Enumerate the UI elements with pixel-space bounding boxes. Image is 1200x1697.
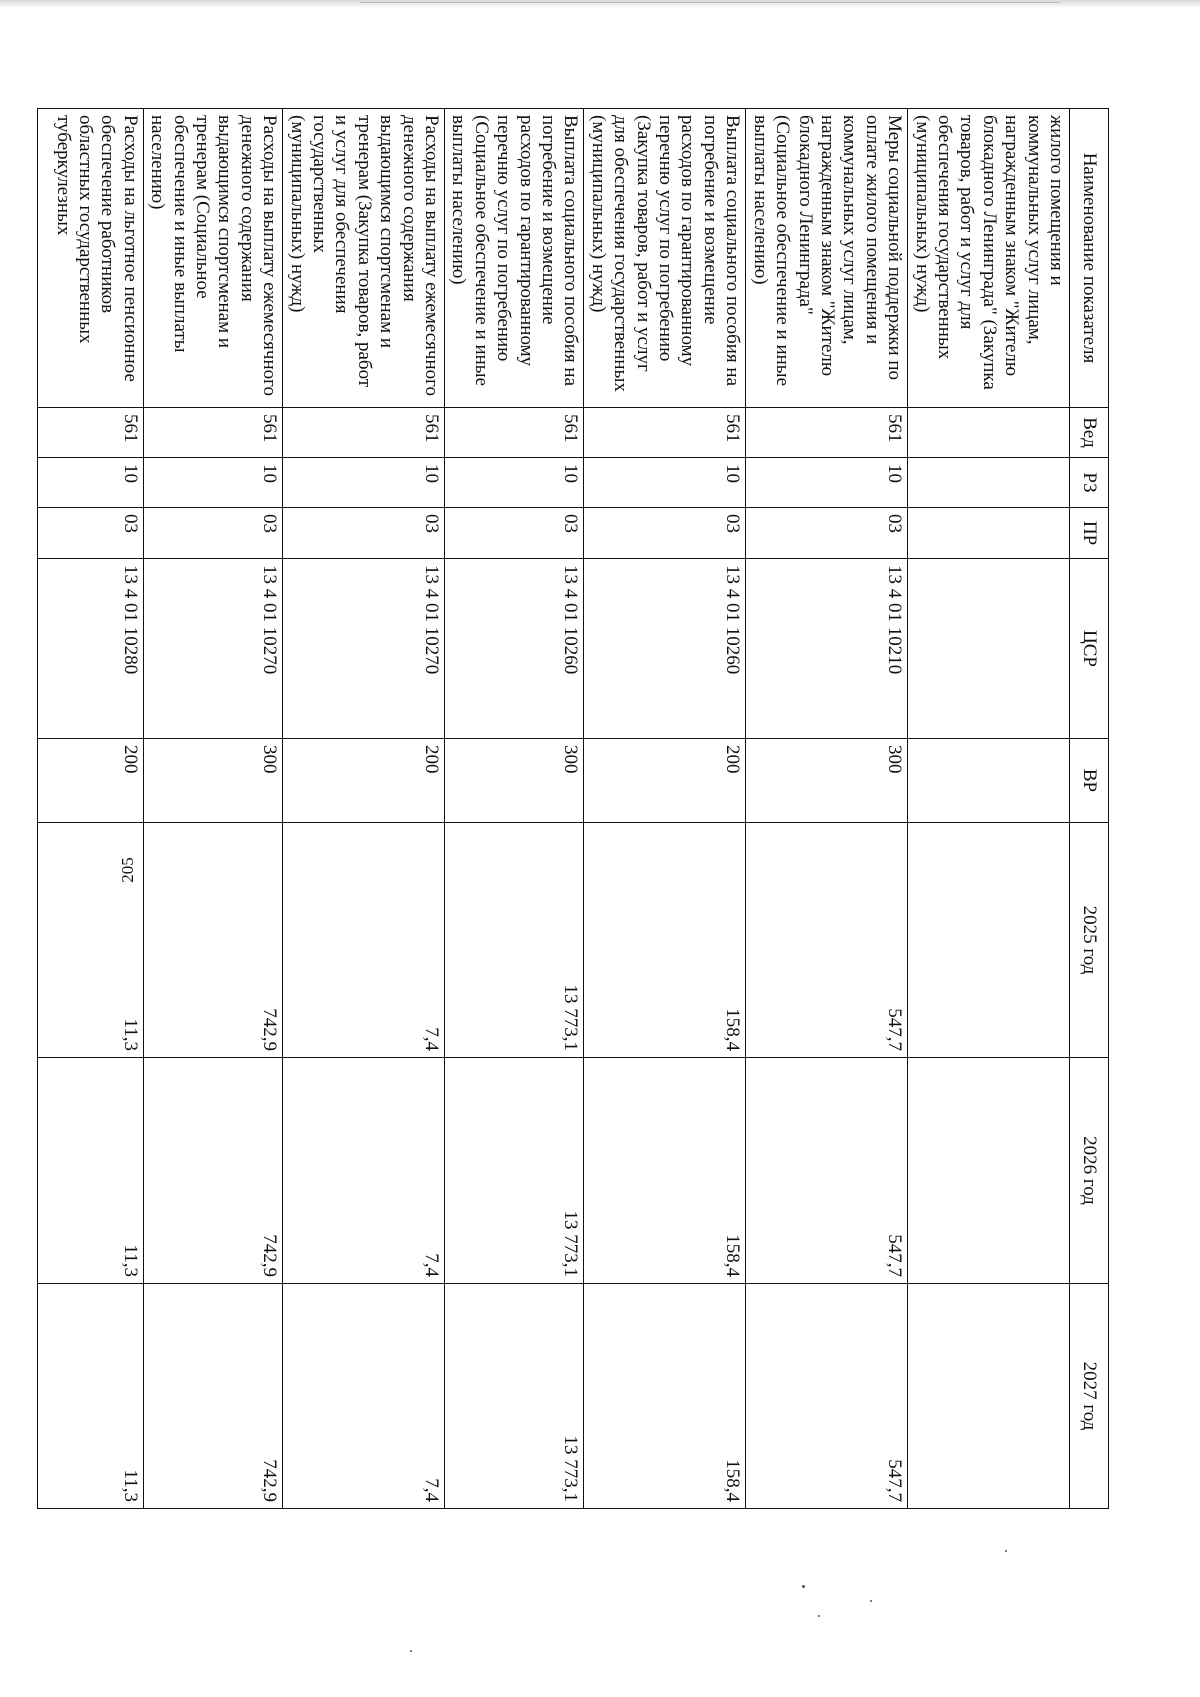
table-row (143, 109, 282, 1509)
row-vr: 200 (584, 739, 746, 823)
row-vr (908, 739, 1070, 823)
row-ved: 561 (283, 408, 445, 458)
row-ved: 561 (445, 408, 584, 458)
scan-speck (870, 1600, 872, 1602)
header-rz: РЗ (1070, 458, 1109, 508)
table-row (908, 109, 1070, 1509)
row-2025: 742,9 (143, 823, 282, 1058)
row-2026: 547,7 (746, 1058, 908, 1284)
row-vr: 300 (143, 739, 282, 823)
row-2025: 158,4 (584, 823, 746, 1058)
row-ved: 561 (584, 408, 746, 458)
row-2027: 7,4 (283, 1284, 445, 1509)
row-pr: 03 (143, 508, 282, 559)
row-csr (908, 559, 1070, 739)
row-name: Меры социальной поддержки по оплате жилого помещения и коммунальных услуг лицам, награжденным знаком "Жителю блокадного Ленинграда" (Социальное обеспечение и иные выплаты населению) (746, 109, 908, 408)
row-2026: 742,9 (143, 1058, 282, 1284)
row-name: жилого помещения и коммунальных услуг лицам, награжденным знаком "Жителю блокадного Ленинграда" (Закупка товаров, работ и услуг для обеспечения государственных (муниципальных) нужд) (908, 109, 1070, 408)
row-pr: 03 (746, 508, 908, 559)
header-csr: ЦСР (1070, 559, 1109, 739)
row-2025 (908, 823, 1070, 1058)
scan-speck (818, 1615, 820, 1617)
row-ved: 561 (746, 408, 908, 458)
row-rz: 10 (584, 458, 746, 508)
row-2026: 158,4 (584, 1058, 746, 1284)
row-pr: 03 (445, 508, 584, 559)
row-csr: 13 4 01 10270 (283, 559, 445, 739)
row-pr: 03 (283, 508, 445, 559)
row-2025: 7,4 (283, 823, 445, 1058)
row-vr: 200 (37, 739, 143, 823)
row-rz: 10 (746, 458, 908, 508)
table-row (445, 109, 584, 1509)
row-2027 (908, 1284, 1070, 1509)
row-2025: 11,3 (37, 823, 143, 1058)
table-row (283, 109, 445, 1509)
row-pr: 03 (37, 508, 143, 559)
scan-speck (410, 1650, 412, 1652)
row-pr: 03 (584, 508, 746, 559)
row-ved: 561 (37, 408, 143, 458)
header-2027: 2027 год (1070, 1284, 1109, 1509)
scan-speck (802, 1585, 805, 1588)
header-pr: ПР (1070, 508, 1109, 559)
table-row (746, 109, 908, 1509)
row-rz: 10 (283, 458, 445, 508)
row-2027: 158,4 (584, 1284, 746, 1509)
row-name: Расходы на льготное пенсионное обеспечение работников областных государственных туберкулезных (37, 109, 143, 408)
header-2025: 2025 год (1070, 823, 1109, 1058)
row-2025: 13 773,1 (445, 823, 584, 1058)
row-csr: 13 4 01 10280 (37, 559, 143, 739)
header-2026: 2026 год (1070, 1058, 1109, 1284)
row-2026: 13 773,1 (445, 1058, 584, 1284)
row-pr (908, 508, 1070, 559)
row-vr: 300 (445, 739, 584, 823)
row-2027: 13 773,1 (445, 1284, 584, 1509)
row-csr: 13 4 01 10260 (584, 559, 746, 739)
scan-speck (1005, 1550, 1007, 1552)
row-rz (908, 458, 1070, 508)
row-2027: 11,3 (37, 1284, 143, 1509)
row-name: Выплата социального пособия на погребение и возмещение расходов по гарантированному перечню услуг по погребению (Закупка товаров, работ и услуг для обеспечения государственных (муниципальных) нужд) (584, 109, 746, 408)
row-csr: 13 4 01 10210 (746, 559, 908, 739)
row-name: Выплата социального пособия на погребение и возмещение расходов по гарантированному перечню услуг по погребению (Социальное обеспечение и иные выплаты населению) (445, 109, 584, 408)
row-csr: 13 4 01 10270 (143, 559, 282, 739)
table-header-row (1070, 109, 1109, 1509)
row-2026: 11,3 (37, 1058, 143, 1284)
row-2027: 547,7 (746, 1284, 908, 1509)
row-name: Расходы на выплату ежемесячного денежного содержания выдающимся спортсменам и тренерам (Социальное обеспечение и иные выплаты населению) (143, 109, 282, 408)
header-vr: ВР (1070, 739, 1109, 823)
row-2026 (908, 1058, 1070, 1284)
row-2026: 7,4 (283, 1058, 445, 1284)
row-rz: 10 (445, 458, 584, 508)
row-2025: 547,7 (746, 823, 908, 1058)
table-row (37, 109, 143, 1509)
row-vr: 200 (283, 739, 445, 823)
scan-artifact-line (360, 2, 1060, 3)
header-name: Наименование показателя (1070, 109, 1109, 408)
row-ved: 561 (143, 408, 282, 458)
row-2027: 742,9 (143, 1284, 282, 1509)
header-ved: Вед (1070, 408, 1109, 458)
row-rz: 10 (37, 458, 143, 508)
table-row (584, 109, 746, 1509)
row-name: Расходы на выплату ежемесячного денежного содержания выдающимся спортсменам и тренерам (Закупка товаров, работ и услуг для обеспечения государственных (муниципальных) нужд) (283, 109, 445, 408)
row-csr: 13 4 01 10260 (445, 559, 584, 739)
row-ved (908, 408, 1070, 458)
page-number: 205 (118, 857, 137, 883)
budget-table (37, 108, 1109, 1509)
row-vr: 300 (746, 739, 908, 823)
row-rz: 10 (143, 458, 282, 508)
